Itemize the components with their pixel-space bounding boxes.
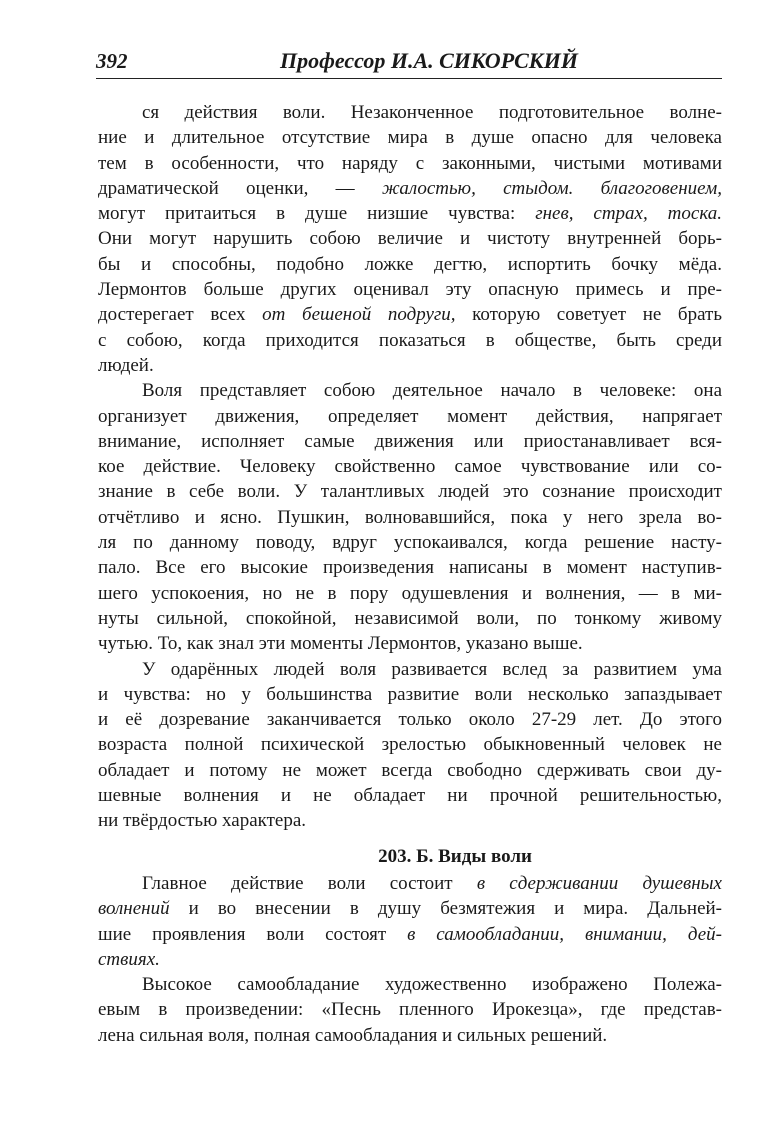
text-line: организует движения, определяет момент действия, напрягает [98, 405, 722, 427]
page-number: 392 [96, 49, 128, 73]
text-line: Они могут нарушить собою величие и чистоту внутренней борь- [98, 228, 722, 250]
text-line: Воля представляет собою деятельное начало в человеке: она [142, 380, 722, 402]
text-line: бы и способны, подобно ложке дегтю, испортить бочку мёда. [98, 253, 722, 275]
text-line: кое действие. Человеку свойственно самое чувствование или со- [98, 456, 722, 478]
text-line: шевные волнения и не обладает ни прочной решительностью, [98, 785, 722, 807]
text-line: У одарённых людей воля развивается вслед за развитием ума [142, 658, 722, 680]
section-heading: 203. Б. Виды воли [378, 845, 532, 867]
text-line: лена сильная воля, полная самообладания и сильных решений. [98, 1024, 608, 1046]
text-line: волнений и во внесении в душу безмятежия и мира. Дальней- [98, 898, 722, 920]
page-header [96, 48, 722, 79]
text-line: людей. [98, 354, 154, 376]
text-line: пало. Все его высокие произведения написаны в момент наступив- [98, 557, 722, 579]
text-line: с собою, когда приходится показаться в обществе, быть среди [98, 329, 722, 351]
text-line: возраста полной психической зрелостью обыкновенный человек не [98, 734, 722, 756]
text-line: Высокое самообладание художественно изображено Полежа- [142, 974, 722, 996]
text-line: нуты сильной, спокойной, независимой воли, по тонкому живому [98, 607, 722, 629]
text-line: драматической оценки, — жалостью, стыдом. благоговением, [98, 177, 722, 199]
text-line: ся действия воли. Незаконченное подготовительное волне- [142, 102, 722, 123]
text-line: и чувства: но у большинства развитие воли несколько запаздывает [98, 683, 722, 705]
text-line: и её дозревание заканчивается только около 27-29 лет. До этого [98, 709, 722, 731]
text-line: отчётливо и ясно. Пушкин, волновавшийся, пока у него зрела во- [98, 506, 722, 528]
text-line: достерегает всех от бешеной подруги, которую советует не брать [98, 304, 722, 326]
text-line: ни твёрдостью характера. [98, 810, 307, 832]
paragraph [98, 378, 722, 656]
text-line: ля по данному поводу, вдруг успокаивался, когда решение насту- [98, 532, 722, 554]
text-line: могут притаиться в душе низшие чувства: гнев, страх, тоска. [98, 203, 722, 225]
text-line: ствиях. [98, 948, 160, 970]
paragraph [98, 871, 722, 972]
text-line: знание в себе воли. У талантливых людей это сознание происходит [98, 481, 722, 503]
paragraphs-after [98, 871, 722, 1048]
text-line: чутью. То, как знал эти моменты Лермонтов, указано выше. [98, 633, 583, 655]
paragraphs-before [98, 100, 722, 834]
paragraph [98, 972, 722, 1048]
body-text [98, 100, 722, 1048]
text-line: внимание, исполняет самые движения или приостанавливает вся- [98, 430, 722, 452]
text-line: шего успокоения, но не в пору одушевления и волнения, — в ми- [98, 582, 722, 604]
text-line: шие проявления воли состоят в самообладании, внимании, дей- [98, 923, 722, 945]
text-line: Главное действие воли состоит в сдерживании душевных [142, 872, 722, 894]
text-line: тем в особенности, что наряду с законными, чистыми мотивами [98, 152, 722, 174]
text-line: обладает и потому не может всегда свободно сдерживать свои ду- [98, 759, 722, 781]
running-title: Профессор И.А. СИКОРСКИЙ [280, 48, 578, 73]
paragraph [98, 657, 722, 834]
paragraph [98, 100, 722, 378]
text-line: Лермонтов больше других оценивал эту опасную примесь и пре- [98, 279, 722, 301]
text-line: ние и длительное отсутствие мира в душе опасно для человека [98, 127, 722, 149]
text-line: евым в произведении: «Песнь пленного Ирокезца», где представ- [98, 999, 722, 1021]
